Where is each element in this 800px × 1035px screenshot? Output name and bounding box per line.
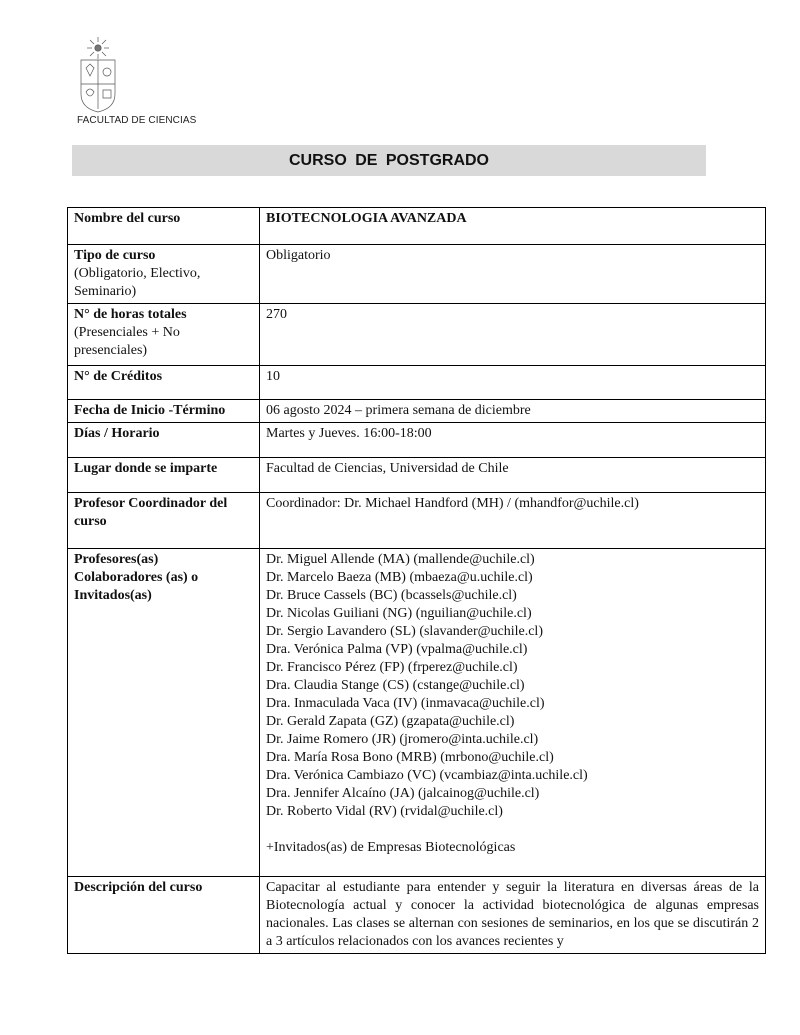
professor-item: Dr. Roberto Vidal (RV) (rvidal@uchile.cl) xyxy=(266,804,503,819)
label-total-hours-sub1: (Presenciales + No xyxy=(74,325,180,340)
professor-item: Dra. Inmaculada Vaca (IV) (inmavaca@uchile.cl) xyxy=(266,696,545,711)
row-course-type xyxy=(68,245,766,304)
value-total-hours: 270 xyxy=(260,304,766,366)
row-total-hours xyxy=(68,304,766,366)
label-dates: Fecha de Inicio -Término xyxy=(68,400,260,423)
value-credits: 10 xyxy=(260,366,766,400)
list-spacer xyxy=(266,821,759,839)
professor-item: Dr. Marcelo Baeza (MB) (mbaeza@u.uchile.cl) xyxy=(266,570,533,585)
label-credits: N° de Créditos xyxy=(68,366,260,400)
row-professors xyxy=(68,549,766,877)
faculty-name: FACULTAD DE CIENCIAS xyxy=(77,115,197,126)
value-place: Facultad de Ciencias, Universidad de Chile xyxy=(260,458,766,493)
value-coordinator: Coordinador: Dr. Michael Handford (MH) / (mhandfor@uchile.cl) xyxy=(260,493,766,549)
value-schedule: Martes y Jueves. 16:00-18:00 xyxy=(260,423,766,458)
label-professors-line3: Invitados(as) xyxy=(74,588,152,603)
row-course-name xyxy=(68,208,766,245)
label-course-type xyxy=(68,245,260,304)
label-total-hours-sub2: presenciales) xyxy=(74,343,148,358)
page-title-banner xyxy=(72,145,706,176)
label-course-type-sub1: (Obligatorio, Electivo, xyxy=(74,266,201,281)
row-dates xyxy=(68,400,766,423)
professor-item: Dr. Miguel Allende (MA) (mallende@uchile.cl) xyxy=(266,552,535,567)
professor-item: Dra. Jennifer Alcaíno (JA) (jalcainog@uchile.cl) xyxy=(266,786,540,801)
label-professors-line2: Colaboradores (as) o xyxy=(74,570,199,585)
value-description: Capacitar al estudiante para entender y seguir la literatura en diversas áreas de la Biotecnología actual y conocer la actividad biotecnológica de algunas empresas nacionales. Las clases se alternan con sesiones de seminarios, en los que se discutirán 2 a 3 artículos relacionados con los avances recientes y xyxy=(260,877,766,954)
label-total-hours-title: N° de horas totales xyxy=(74,307,187,322)
label-professors-line1: Profesores(as) xyxy=(74,552,159,567)
label-course-type-sub2: Seminario) xyxy=(74,284,137,299)
label-course-name: Nombre del curso xyxy=(68,208,260,245)
label-course-type-title: Tipo de curso xyxy=(74,248,156,263)
guests-note: +Invitados(as) de Empresas Biotecnológicas xyxy=(266,840,516,855)
professor-item: Dra. Verónica Cambiazo (VC) (vcambiaz@inta.uchile.cl) xyxy=(266,768,588,783)
professor-item: Dr. Jaime Romero (JR) (jromero@inta.uchile.cl) xyxy=(266,732,539,747)
course-info-table xyxy=(67,207,766,954)
value-course-name: BIOTECNOLOGIA AVANZADA xyxy=(260,208,766,245)
row-schedule xyxy=(68,423,766,458)
label-total-hours xyxy=(68,304,260,366)
label-description: Descripción del curso xyxy=(68,877,260,954)
professors-list xyxy=(260,549,766,877)
professor-item: Dr. Gerald Zapata (GZ) (gzapata@uchile.cl) xyxy=(266,714,515,729)
professor-item: Dr. Sergio Lavandero (SL) (slavander@uchile.cl) xyxy=(266,624,543,639)
label-coordinator-line1: Profesor Coordinador del xyxy=(74,496,228,511)
label-schedule: Días / Horario xyxy=(68,423,260,458)
page-title: CURSO DE POSTGRADO xyxy=(288,151,489,169)
label-professors xyxy=(68,549,260,877)
label-coordinator xyxy=(68,493,260,549)
value-course-type: Obligatorio xyxy=(260,245,766,304)
row-place xyxy=(68,458,766,493)
professor-item: Dr. Nicolas Guiliani (NG) (nguilian@uchile.cl) xyxy=(266,606,532,621)
value-dates: 06 agosto 2024 – primera semana de diciembre xyxy=(260,400,766,423)
professor-item: Dra. Verónica Palma (VP) (vpalma@uchile.cl) xyxy=(266,642,528,657)
professor-item: Dr. Francisco Pérez (FP) (frperez@uchile.cl) xyxy=(266,660,518,675)
row-coordinator xyxy=(68,493,766,549)
row-credits xyxy=(68,366,766,400)
professor-item: Dr. Bruce Cassels (BC) (bcassels@uchile.cl) xyxy=(266,588,517,603)
label-place: Lugar donde se imparte xyxy=(68,458,260,493)
label-coordinator-line2: curso xyxy=(74,514,107,529)
row-description xyxy=(68,877,766,954)
university-crest-icon xyxy=(78,36,118,114)
professor-item: Dra. María Rosa Bono (MRB) (mrbono@uchile.cl) xyxy=(266,750,554,765)
professor-item: Dra. Claudia Stange (CS) (cstange@uchile.cl) xyxy=(266,678,525,693)
